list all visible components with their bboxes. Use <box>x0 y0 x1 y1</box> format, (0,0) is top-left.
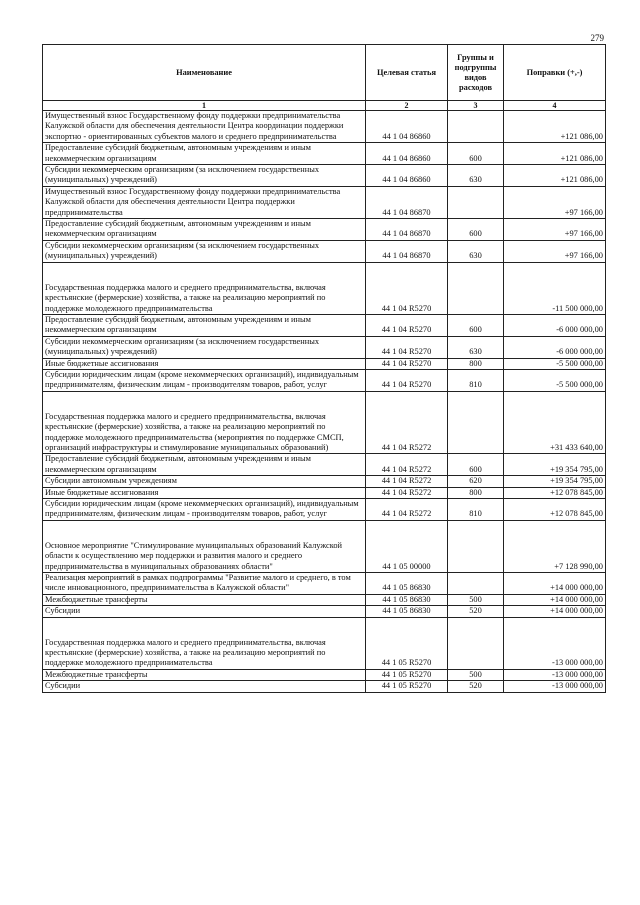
row-expense-group <box>448 573 504 595</box>
table-body <box>43 111 606 693</box>
row-amendment-amount: +14 000 000,00 <box>504 573 606 595</box>
column-number: 2 <box>366 101 448 111</box>
header-amendments: Поправки (+,-) <box>504 45 606 101</box>
row-name: Субсидии юридическим лицам (кроме некоммерческих организаций), индивидуальным предпринимателям, физическим лицам - производителям товаров, работ, услуг <box>43 369 366 391</box>
table-row <box>43 454 606 476</box>
table-row <box>43 186 606 218</box>
row-expense-group <box>448 617 504 669</box>
row-name: Имущественный взнос Государственному фонду поддержки предпринимательства Калужской области для обеспечения деятельности Центра поддержки предпринимательства <box>43 186 366 218</box>
table-row <box>43 111 606 143</box>
row-target-article: 44 1 05 00000 <box>366 520 448 572</box>
row-amendment-amount: +12 078 845,00 <box>504 499 606 521</box>
table-row <box>43 391 606 454</box>
row-expense-group: 800 <box>448 487 504 498</box>
table-header-row <box>43 45 606 101</box>
row-name: Иные бюджетные ассигнования <box>43 358 366 369</box>
row-expense-group: 600 <box>448 314 504 336</box>
row-amendment-amount: -6 000 000,00 <box>504 336 606 358</box>
row-amendment-amount: +14 000 000,00 <box>504 606 606 617</box>
table-row <box>43 143 606 165</box>
row-name: Предоставление субсидий бюджетным, автономным учреждениям и иным некоммерческим организациям <box>43 219 366 241</box>
row-name: Имущественный взнос Государственному фонду поддержки предпринимательства Калужской области для обеспечения деятельности Центра координации поддержки экспортно - ориентированных субъектов малого и среднего предпринимательства <box>43 111 366 143</box>
row-amendment-amount: +7 128 990,00 <box>504 520 606 572</box>
row-name: Межбюджетные трансферты <box>43 669 366 680</box>
row-amendment-amount: -5 500 000,00 <box>504 358 606 369</box>
row-expense-group: 800 <box>448 358 504 369</box>
row-expense-group: 630 <box>448 240 504 262</box>
row-target-article: 44 1 05 R5270 <box>366 669 448 680</box>
row-name: Иные бюджетные ассигнования <box>43 487 366 498</box>
row-target-article: 44 1 04 R5270 <box>366 369 448 391</box>
row-target-article: 44 1 04 86870 <box>366 186 448 218</box>
row-target-article: 44 1 04 R5272 <box>366 454 448 476</box>
column-number: 1 <box>43 101 366 111</box>
row-target-article: 44 1 05 86830 <box>366 606 448 617</box>
row-expense-group: 620 <box>448 476 504 487</box>
row-name: Субсидии <box>43 606 366 617</box>
budget-amendments-table <box>42 44 606 693</box>
row-name: Предоставление субсидий бюджетным, автономным учреждениям и иным некоммерческим организациям <box>43 314 366 336</box>
table-row <box>43 369 606 391</box>
row-expense-group <box>448 391 504 454</box>
row-name: Государственная поддержка малого и среднего предпринимательства, включая крестьянские (фермерские) хозяйства, а также на реализацию мероприятий по поддержке молодежного предпринимательства <box>43 262 366 314</box>
row-expense-group: 520 <box>448 681 504 692</box>
row-expense-group: 810 <box>448 499 504 521</box>
row-expense-group: 520 <box>448 606 504 617</box>
table-row <box>43 314 606 336</box>
row-name: Основное мероприятие "Стимулирование муниципальных образований Калужской области к осуществлению мер поддержки и развития малого и среднего предпринимательства в муниципальных образованиях области" <box>43 520 366 572</box>
row-amendment-amount: +121 086,00 <box>504 165 606 187</box>
row-name: Межбюджетные трансферты <box>43 594 366 605</box>
row-target-article: 44 1 04 R5270 <box>366 358 448 369</box>
column-number: 4 <box>504 101 606 111</box>
table-row <box>43 240 606 262</box>
row-name: Субсидии некоммерческим организациям (за исключением государственных (муниципальных) учреждений) <box>43 240 366 262</box>
row-amendment-amount: -13 000 000,00 <box>504 681 606 692</box>
table-row <box>43 669 606 680</box>
row-amendment-amount: +121 086,00 <box>504 111 606 143</box>
row-target-article: 44 1 04 R5270 <box>366 314 448 336</box>
table-row <box>43 520 606 572</box>
row-amendment-amount: +31 433 640,00 <box>504 391 606 454</box>
table-row <box>43 358 606 369</box>
row-target-article: 44 1 04 86860 <box>366 111 448 143</box>
row-name: Государственная поддержка малого и среднего предпринимательства, включая крестьянские (фермерские) хозяйства, а также на реализацию мероприятий по поддержке молодежного предпринимательства (мероприятия по поддержке СМСП, организаций инфраструктуры и стимулирование муниципальных образований) <box>43 391 366 454</box>
table-row <box>43 594 606 605</box>
header-target-article: Целевая статья <box>366 45 448 101</box>
row-target-article: 44 1 04 R5272 <box>366 499 448 521</box>
row-amendment-amount: -13 000 000,00 <box>504 617 606 669</box>
row-name: Государственная поддержка малого и среднего предпринимательства, включая крестьянские (фермерские) хозяйства, а также на реализацию мероприятий по поддержке молодежного предпринимательства <box>43 617 366 669</box>
column-number-row <box>43 101 606 111</box>
header-expense-groups: Группы и подгруппы видов расходов <box>448 45 504 101</box>
row-name: Субсидии <box>43 681 366 692</box>
row-name: Предоставление субсидий бюджетным, автономным учреждениям и иным некоммерческим организациям <box>43 454 366 476</box>
row-amendment-amount: +19 354 795,00 <box>504 454 606 476</box>
row-amendment-amount: -5 500 000,00 <box>504 369 606 391</box>
table-row <box>43 165 606 187</box>
row-target-article: 44 1 04 86860 <box>366 143 448 165</box>
row-amendment-amount: +14 000 000,00 <box>504 594 606 605</box>
row-amendment-amount: +97 166,00 <box>504 219 606 241</box>
row-amendment-amount: +121 086,00 <box>504 143 606 165</box>
row-expense-group: 600 <box>448 143 504 165</box>
row-amendment-amount: +97 166,00 <box>504 240 606 262</box>
row-expense-group: 500 <box>448 669 504 680</box>
table-row <box>43 499 606 521</box>
row-target-article: 44 1 04 86860 <box>366 165 448 187</box>
row-expense-group <box>448 111 504 143</box>
row-name: Субсидии некоммерческим организациям (за исключением государственных (муниципальных) учреждений) <box>43 165 366 187</box>
row-name: Субсидии некоммерческим организациям (за исключением государственных (муниципальных) учреждений) <box>43 336 366 358</box>
row-amendment-amount: -11 500 000,00 <box>504 262 606 314</box>
table-row <box>43 606 606 617</box>
row-name: Предоставление субсидий бюджетным, автономным учреждениям и иным некоммерческим организациям <box>43 143 366 165</box>
row-expense-group <box>448 186 504 218</box>
row-target-article: 44 1 04 R5272 <box>366 487 448 498</box>
table-row <box>43 681 606 692</box>
row-target-article: 44 1 04 86870 <box>366 219 448 241</box>
row-target-article: 44 1 04 R5270 <box>366 262 448 314</box>
row-target-article: 44 1 04 R5272 <box>366 476 448 487</box>
row-expense-group: 500 <box>448 594 504 605</box>
row-amendment-amount: +19 354 795,00 <box>504 476 606 487</box>
row-amendment-amount: -6 000 000,00 <box>504 314 606 336</box>
column-number: 3 <box>448 101 504 111</box>
row-target-article: 44 1 04 R5272 <box>366 391 448 454</box>
row-expense-group <box>448 262 504 314</box>
row-amendment-amount: +12 078 845,00 <box>504 487 606 498</box>
table-row <box>43 487 606 498</box>
header-name: Наименование <box>43 45 366 101</box>
row-target-article: 44 1 04 R5270 <box>366 336 448 358</box>
row-expense-group: 630 <box>448 336 504 358</box>
table-row <box>43 573 606 595</box>
table-row <box>43 262 606 314</box>
page-number: 279 <box>590 33 604 43</box>
row-target-article: 44 1 05 86830 <box>366 594 448 605</box>
row-expense-group <box>448 520 504 572</box>
row-expense-group: 810 <box>448 369 504 391</box>
row-expense-group: 600 <box>448 454 504 476</box>
row-name: Реализация мероприятий в рамках подпрограммы "Развитие малого и среднего, в том числе инновационного, предпринимательства в Калужской области" <box>43 573 366 595</box>
row-target-article: 44 1 05 R5270 <box>366 681 448 692</box>
row-expense-group: 600 <box>448 219 504 241</box>
row-amendment-amount: +97 166,00 <box>504 186 606 218</box>
row-target-article: 44 1 05 R5270 <box>366 617 448 669</box>
row-expense-group: 630 <box>448 165 504 187</box>
row-target-article: 44 1 05 86830 <box>366 573 448 595</box>
table-row <box>43 476 606 487</box>
row-amendment-amount: -13 000 000,00 <box>504 669 606 680</box>
row-name: Субсидии юридическим лицам (кроме некоммерческих организаций), индивидуальным предпринимателям, физическим лицам - производителям товаров, работ, услуг <box>43 499 366 521</box>
table-row <box>43 617 606 669</box>
row-target-article: 44 1 04 86870 <box>366 240 448 262</box>
table-row <box>43 219 606 241</box>
table-row <box>43 336 606 358</box>
row-name: Субсидии автономным учреждениям <box>43 476 366 487</box>
